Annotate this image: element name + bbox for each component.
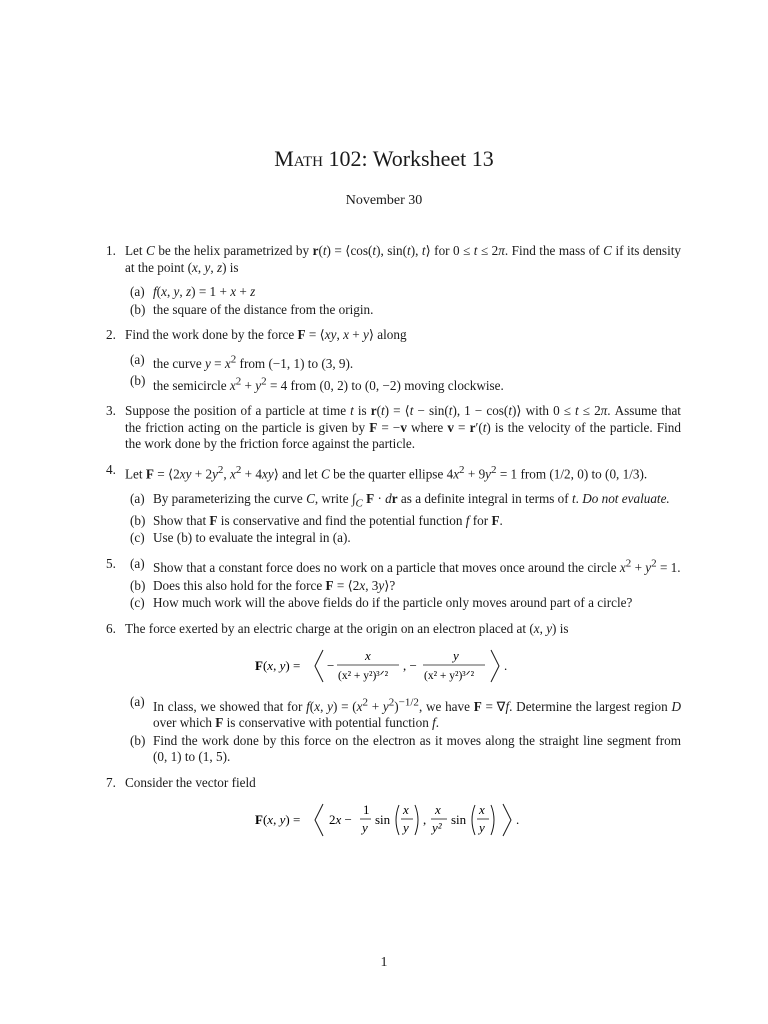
svg-text:,: , (423, 812, 427, 828)
svg-text:.: . (504, 658, 508, 674)
subquestion-list (125, 694, 681, 765)
subquestion-label: (b) (130, 301, 146, 317)
subquestion-label: (b) (130, 512, 146, 528)
subquestion-text: f(x, y, z) = 1 + x + z (153, 284, 256, 299)
worksheet-date: November 30 (345, 193, 423, 208)
svg-text:2x −: 2x − (329, 812, 352, 828)
subquestion-list (125, 556, 681, 612)
eq6-den2: (x² + y²)³ᐟ² (424, 670, 475, 683)
subquestion (125, 733, 681, 766)
subquestion-label: (a) (130, 694, 145, 710)
eq7-frac2-den: y² (432, 820, 442, 836)
problem-text: Consider the vector field (125, 774, 256, 790)
problem-number: 7. (106, 774, 116, 790)
page-number: 1 (380, 955, 388, 970)
eq7-sin-1: sin (375, 812, 391, 828)
problem-3 (106, 403, 681, 453)
subquestion-text: Find the work done by this force on the electron as it moves along the straight line segment from (0, 1) to (1, 5). (153, 732, 681, 765)
svg-text:, −: , − (403, 658, 417, 674)
eq7-fx2-den: y (479, 820, 485, 836)
course-name: Math (274, 146, 323, 171)
subquestion-text: Show that F is conservative and find the potential function f for F. (153, 512, 503, 528)
svg-text:F(x, y) =: F(x, y) = (255, 812, 301, 828)
title-rest: 102: Worksheet 13 (322, 146, 494, 171)
equation-vector-field (125, 800, 681, 838)
problem-number: 2. (106, 327, 116, 342)
eq7-sin-2: sin (451, 812, 467, 828)
problem-text: Suppose the position of a particle at time t is r(t) = ⟨t − sin(t), 1 − cos(t)⟩ with 0 ≤ t ≤ 2π. Assume that the friction acting on the particle is given by F = −v where v = r′(t) is the velocity of the particle. Find the work done by the friction force against the particle. (125, 403, 681, 452)
svg-text:F(x, y) =: F(x, y) = (255, 658, 301, 674)
subquestion-text: Does this also hold for the force F = ⟨2x, 3y⟩? (153, 577, 396, 593)
subquestion (125, 694, 681, 731)
subquestion-label: (a) (130, 284, 145, 299)
problem-6 (106, 621, 681, 766)
subquestion-text: Use (b) to evaluate the integral in (a). (153, 530, 351, 546)
subquestion (125, 373, 681, 394)
svg-text:−: − (327, 658, 335, 674)
eq7-frac2-num: x (435, 802, 441, 818)
subquestion-text: the semicircle $x^2 + y^2 = 4$ from (0, 2) to (0, −2) moving clockwise. (153, 375, 504, 393)
eq7-fx1-den: y (403, 820, 409, 836)
problem-text: The force exerted by an electric charge at the origin on an electron placed at (x, y) is (125, 620, 569, 636)
eq7-fx1-num: x (403, 802, 409, 818)
subquestion-text: By parameterizing the curve C, write $\int_C$ F · dr as a definite integral in terms of t. Do not evaluate. (153, 490, 670, 510)
eq6-den1: (x² + y²)³ᐟ² (338, 670, 389, 683)
subquestion-text: Show that a constant force does no work on a particle that moves once around the circle $x^2 + y^2 = 1$. (153, 557, 681, 576)
problem-number: 5. (106, 555, 116, 571)
page-title (0, 146, 768, 172)
svg-text:.: . (516, 812, 520, 828)
subquestion-label: (a) (130, 490, 145, 506)
subquestion-text: In class, we showed that for f(x, $y) = (x^2 + y^2)^{-1/2}$, we have F = ∇f. Determine the largest region D over which F is conservative with potential function f. (153, 696, 681, 731)
subquestion (125, 284, 681, 301)
subquestion (125, 578, 681, 595)
subquestion-list (125, 491, 681, 547)
problem-list (106, 243, 681, 848)
problem-text: Find the work done by the force F = ⟨xy, x + y⟩ along (125, 327, 407, 342)
problem-1 (106, 243, 681, 318)
subquestion (125, 530, 681, 547)
eq7-frac1-num: 1 (363, 802, 370, 818)
problem-text: Let C be the helix parametrized by r(t) = ⟨cos(t), sin(t), t⟩ for 0 ≤ t ≤ 2π. Find the mass of C if its density at the point (x, y, z) is (125, 243, 681, 275)
subquestion-label: (b) (130, 732, 146, 748)
problem-number: 1. (106, 243, 116, 258)
subquestion-label: (a) (130, 351, 145, 367)
subquestion (125, 352, 681, 373)
subquestion-label: (c) (130, 595, 145, 611)
problem-number: 6. (106, 620, 116, 636)
eq6-num2: y (453, 648, 459, 664)
problem-2 (106, 327, 681, 394)
subquestion-list (125, 352, 681, 395)
subquestion (125, 302, 681, 319)
problem-text: Let F = ⟨2xy + $2y^2$, $x^2$ + 4xy⟩ and let C be the quarter ellipse $4x^2 + 9y^2 = 1$ from (1/2, 0) to (0, 1/3). (125, 463, 648, 482)
subquestion-text: the curve $y = x^2$ from (−1, 1) to (3, 9). (153, 353, 354, 371)
subquestion-list (125, 284, 681, 318)
problem-number: 4. (106, 461, 116, 477)
eq7-frac1-den: y (362, 820, 368, 836)
subquestion-label: (b) (130, 577, 146, 593)
subquestion-label: (b) (130, 373, 146, 389)
subquestion (125, 595, 681, 612)
subquestion (125, 491, 681, 512)
subquestion-text: the square of the distance from the origin. (153, 301, 374, 317)
problem-7 (106, 775, 681, 839)
eq6-num1: x (365, 648, 371, 664)
equation-electric-force (125, 646, 681, 684)
subquestion (125, 513, 681, 530)
eq7-fx2-num: x (479, 802, 485, 818)
problem-4 (106, 462, 681, 547)
problem-number: 3. (106, 403, 116, 419)
problem-5 (106, 556, 681, 612)
subquestion-label: (c) (130, 530, 145, 546)
subquestion-label: (a) (130, 555, 145, 571)
subquestion (125, 556, 681, 577)
subquestion-text: How much work will the above fields do if the particle only moves around part of a circle? (153, 595, 633, 611)
